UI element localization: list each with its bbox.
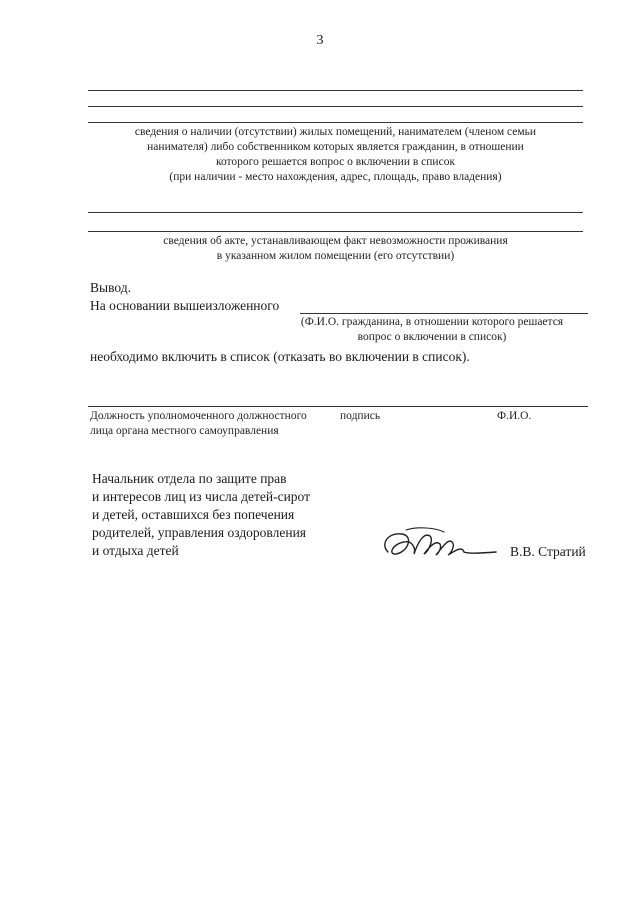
act-caption-line-2: в указанном жилом помещении (его отсутствии): [216, 250, 455, 262]
housing-caption-line-4: (при наличии - место нахождения, адрес, площадь, право владения): [169, 171, 502, 183]
conclusion-basis-text: На основании вышеизложенного: [90, 298, 280, 313]
fio-hint-line-1: (Ф.И.О. гражданина, в отношении которого решается: [300, 316, 564, 328]
head-title-line-4: родителей, управления оздоровления: [92, 525, 307, 540]
blank-line-act-1: [88, 212, 583, 213]
fio-label: Ф.И.О.: [497, 410, 532, 422]
act-caption-line-1: сведения об акте, устанавливающем факт невозможности проживания: [163, 235, 508, 247]
head-title-line-1: Начальник отдела по защите прав: [92, 471, 287, 486]
housing-caption: [88, 125, 583, 185]
conclusion-decision-text: необходимо включить в список (отказать во включении в список).: [90, 349, 470, 364]
position-label-line-2: лица органа местного самоуправления: [90, 425, 279, 437]
head-title-line-2: и интересов лиц из числа детей-сирот: [92, 489, 311, 504]
position-label: [90, 409, 330, 439]
fio-blank-line: [300, 313, 588, 314]
handwritten-signature: [378, 522, 498, 566]
fio-hint-line-2: вопрос о включении в список): [357, 331, 507, 343]
head-title-line-3: и детей, оставшихся без попечения: [92, 507, 295, 522]
act-caption: [88, 234, 583, 264]
blank-line-act-2: [88, 231, 583, 232]
blank-line-housing-3: [88, 122, 583, 123]
conclusion-heading: Вывод.: [90, 280, 131, 295]
head-title-line-5: и отдыха детей: [92, 543, 179, 558]
blank-line-housing-2: [88, 106, 583, 107]
housing-caption-line-3: которого решается вопрос о включении в список: [215, 156, 456, 168]
page-number: 3: [316, 33, 324, 48]
fio-hint: [282, 315, 582, 345]
housing-caption-line-2: нанимателя) либо собственником которых является гражданин, в отношении: [147, 141, 524, 153]
signature-block-line: [88, 406, 588, 407]
blank-line-housing-1: [88, 90, 583, 91]
signature-label: подпись: [340, 410, 381, 422]
housing-caption-line-1: сведения о наличии (отсутствии) жилых помещений, нанимателем (членом семьи: [134, 126, 537, 138]
position-label-line-1: Должность уполномоченного должностного: [90, 410, 307, 422]
head-title: [92, 470, 362, 560]
head-name: В.В. Стратий: [510, 544, 586, 559]
